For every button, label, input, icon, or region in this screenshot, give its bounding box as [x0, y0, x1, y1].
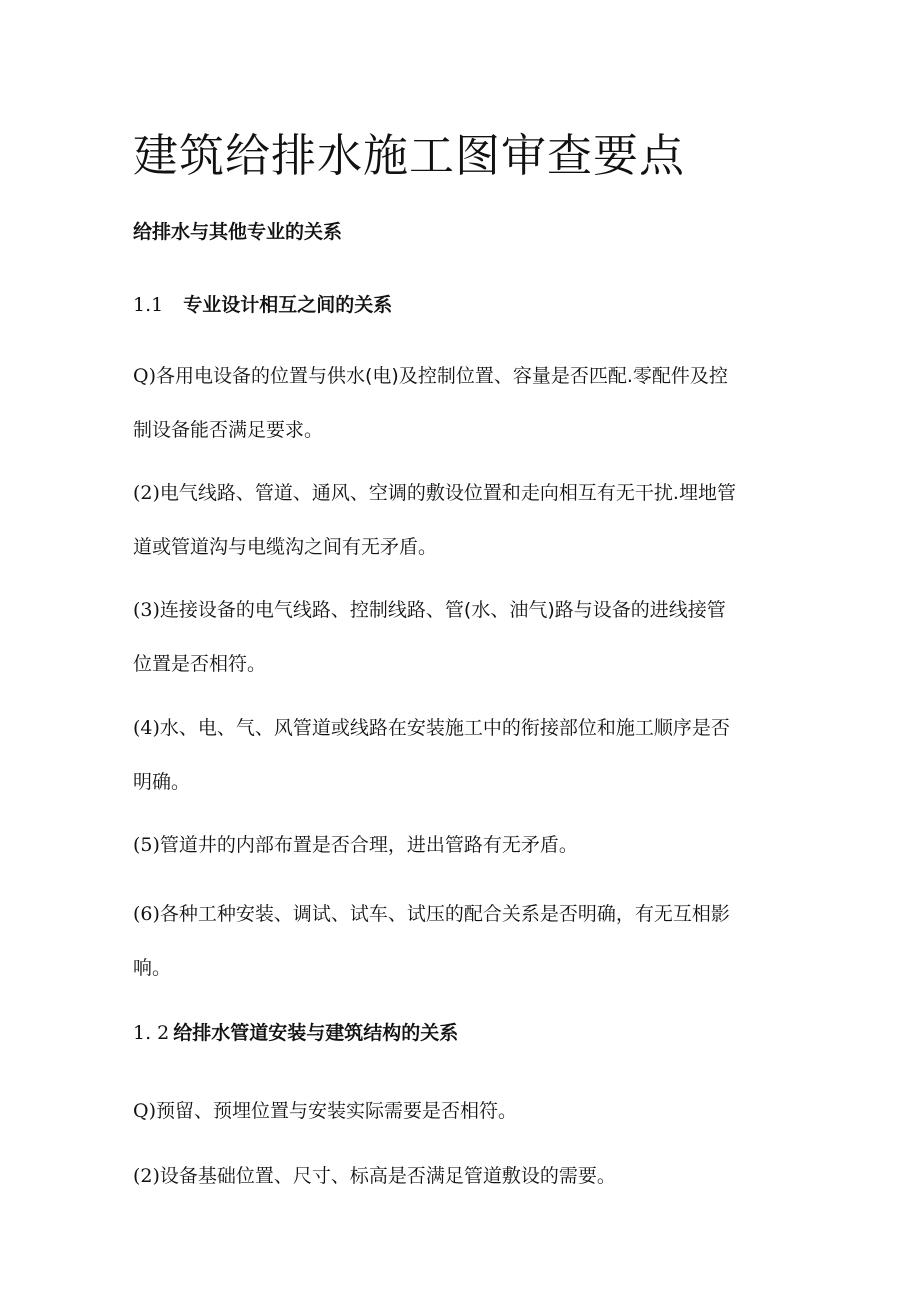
list-item-line — [133, 1149, 783, 1203]
list-item-text: 水、电、气、风管道或线路在安装施工中的衔接部位和施工顺序是否 — [159, 717, 730, 739]
list-item-line — [133, 466, 783, 520]
list-item-line: 道或管道沟与电缆沟之间有无矛盾。 — [133, 536, 438, 558]
subsection-title: 给排水管道安装与建筑结构的关系 — [173, 1022, 459, 1044]
list-item — [133, 466, 783, 574]
list-item — [133, 1149, 783, 1203]
list-item — [133, 583, 783, 691]
list-item-text: 设备基础位置、尺寸、标高是否满足管道敷设的需要。 — [159, 1165, 616, 1187]
list-item-line: 制设备能否满足要求。 — [133, 419, 324, 441]
list-item-text: 各种工种安装、调试、试车、试压的配合关系是否明确，有无互相影 — [159, 903, 730, 925]
list-item-text: 预留、预埋位置与安装实际需要是否相符。 — [156, 1100, 518, 1122]
list-item-line: 明确。 — [133, 771, 191, 793]
list-item — [133, 701, 783, 809]
section-heading: 给排水与其他专业的关系 — [133, 221, 343, 243]
list-marker: Q) — [133, 1100, 156, 1122]
list-marker: Q) — [133, 365, 156, 387]
list-item — [133, 1084, 783, 1138]
list-marker: (4) — [133, 717, 160, 739]
subsection-number: 1.1 — [133, 294, 164, 316]
list-marker: (5) — [133, 834, 160, 856]
list-item-line — [133, 887, 783, 941]
list-item-line — [133, 818, 783, 872]
list-item — [133, 349, 783, 457]
list-item-line: 位置是否相符。 — [133, 653, 267, 675]
list-item-line — [133, 701, 783, 755]
list-marker: (2) — [133, 1165, 160, 1187]
list-item-line: 响。 — [133, 957, 172, 979]
list-item-text: 电气线路、管道、通风、空调的敷设位置和走向相互有无干扰.埋地管 — [159, 482, 736, 504]
list-item-line — [133, 1084, 783, 1138]
list-marker: (6) — [133, 903, 160, 925]
subsection-number: 1. 2 — [133, 1022, 170, 1044]
list-item-line — [133, 349, 783, 403]
list-item — [133, 818, 783, 872]
list-marker: (3) — [133, 599, 160, 621]
document-title: 建筑给排水施工图审查要点 — [133, 129, 686, 182]
list-item-text: 连接设备的电气线路、控制线路、管(水、油气)路与设备的进线接管 — [159, 599, 726, 621]
subsection-title: 专业设计相互之间的关系 — [183, 294, 393, 316]
list-marker: (2) — [133, 482, 160, 504]
list-item-text: 管道井的内部布置是否合理，进出管路有无矛盾。 — [159, 834, 578, 856]
list-item — [133, 887, 783, 995]
list-item-line — [133, 583, 783, 637]
subsection-heading-1-1 — [133, 292, 392, 318]
list-item-text: 各用电设备的位置与供水(电)及控制位置、容量是否匹配.零配件及控 — [156, 365, 728, 387]
subsection-heading-1-2 — [133, 1020, 458, 1046]
